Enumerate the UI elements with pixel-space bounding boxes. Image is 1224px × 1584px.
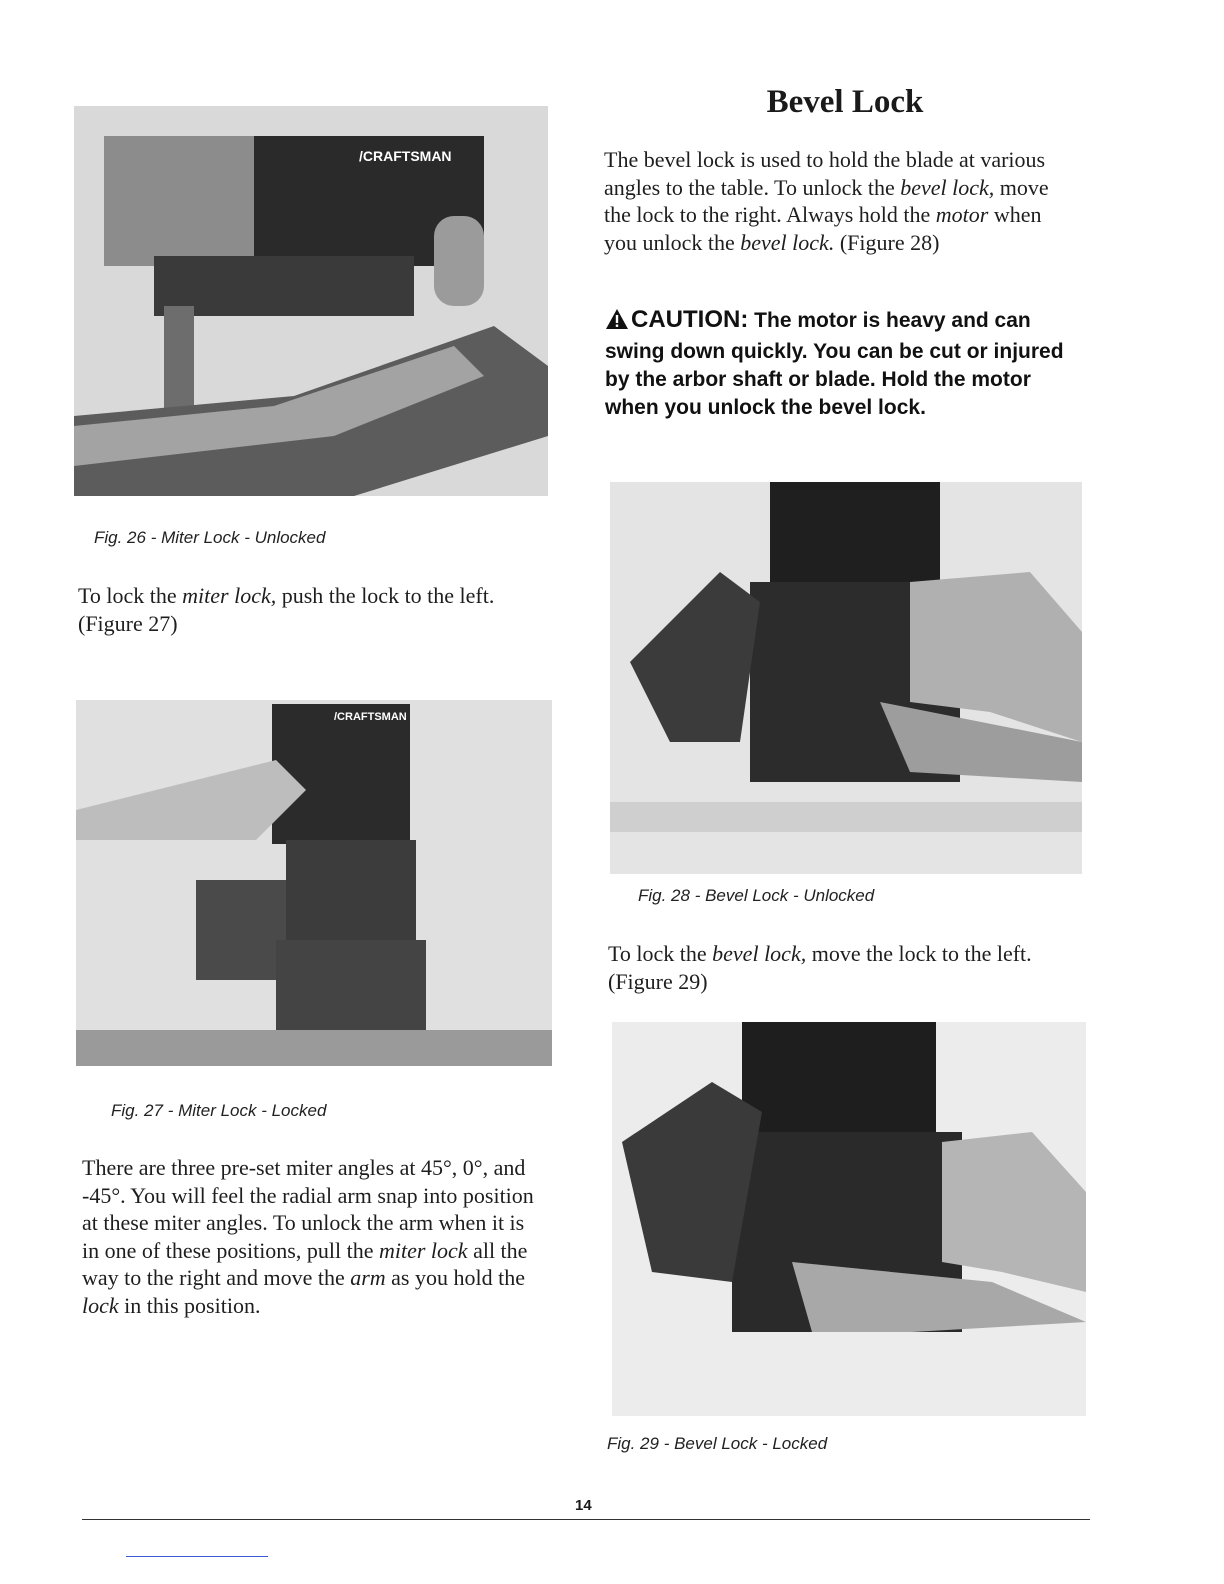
term-lock: lock — [82, 1292, 119, 1318]
text-run: There are three pre-set miter angles at 45°, 0°, and -45°. You will feel the radial arm snap into position at these miter angles. To unlock the arm when it is in one of these positions, pull the — [82, 1155, 534, 1263]
figure-29-photo — [612, 1022, 1086, 1416]
right-paragraph-2 — [608, 940, 1070, 995]
text-run: in this position. — [118, 1292, 261, 1318]
text-run: To lock the — [608, 941, 713, 966]
footer-rule — [82, 1519, 1090, 1520]
craftsman-logo-26: /CRAFTSMAN — [359, 148, 452, 164]
footer-blue-rule — [126, 1556, 268, 1557]
figure-28-caption: Fig. 28 - Bevel Lock - Unlocked — [638, 886, 875, 905]
figure-26-photo — [74, 106, 548, 496]
text-run: move the lock to the left. (Figure 29) — [608, 941, 1032, 994]
text-run: all the way to the right and move the — [82, 1237, 528, 1290]
miter-lock-unlocked-image — [74, 106, 548, 496]
figure-27-caption: Fig. 27 - Miter Lock - Locked — [111, 1101, 327, 1120]
term-miter-lock: miter lock, — [182, 583, 277, 608]
page-number: 14 — [575, 1497, 592, 1514]
text-run: move the lock to the right. Always hold the — [604, 174, 1049, 227]
term-bevel-lock: bevel lock, — [712, 941, 807, 966]
text-run: The bevel lock is used to hold the blade at various angles to the table. To unlock the — [604, 147, 1046, 200]
caution-label: CAUTION: — [631, 306, 749, 333]
bevel-lock-unlocked-image — [610, 482, 1082, 874]
figure-29-caption: Fig. 29 - Bevel Lock - Locked — [607, 1434, 828, 1453]
caution-notice — [605, 306, 1075, 422]
term-miter-lock: miter lock — [378, 1237, 468, 1263]
left-paragraph-1 — [78, 582, 530, 637]
figure-26-caption: Fig. 26 - Miter Lock - Unlocked — [94, 528, 326, 547]
miter-lock-locked-image — [76, 700, 552, 1066]
figure-27-photo — [76, 700, 552, 1066]
figure-28-photo — [610, 482, 1082, 874]
left-paragraph-2 — [82, 1154, 544, 1319]
text-run: push the lock to the left. (Figure 27) — [78, 583, 495, 636]
bevel-lock-locked-image — [612, 1022, 1086, 1416]
right-paragraph-1 — [604, 146, 1074, 256]
section-heading: Bevel Lock — [766, 84, 924, 120]
term-bevel-lock: bevel lock. — [740, 229, 835, 255]
craftsman-logo-27: /CRAFTSMAN — [334, 711, 407, 723]
caution-text: The motor is heavy and can swing down quickly. You can be cut or injured by the arbor shaft or blade. Hold the motor when you unlock the bevel lock. — [605, 309, 1064, 419]
text-run: (Figure 28) — [834, 229, 940, 255]
warning-triangle-icon — [605, 308, 629, 338]
text-run: as you hold the — [385, 1265, 525, 1290]
term-arm: arm — [350, 1265, 386, 1290]
text-run: To lock the — [78, 583, 183, 608]
term-bevel-lock: bevel lock, — [900, 174, 995, 200]
term-motor: motor — [935, 202, 989, 227]
text-run: when you unlock the — [604, 202, 1042, 255]
